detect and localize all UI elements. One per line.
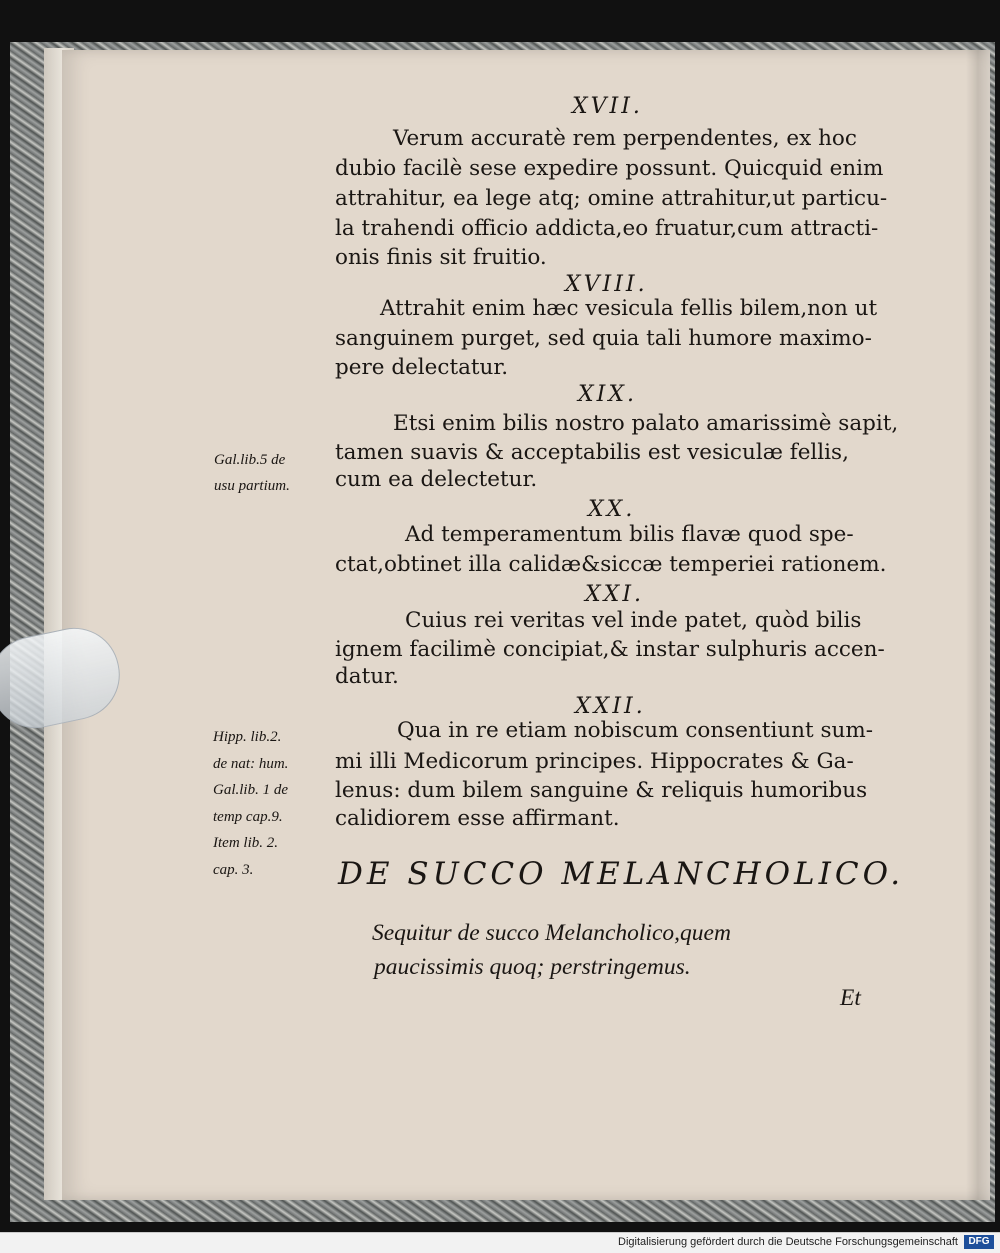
section-heading-17: XVII. (572, 94, 643, 119)
text-line: calidiorem esse affirmant. (335, 806, 620, 831)
text-line: attrahitur, ea lege atq; omine attrahitur,ut particu- (335, 186, 888, 211)
text-line: tamen suavis & acceptabilis est vesiculæ fellis, (335, 440, 849, 465)
catchword: Et (840, 985, 861, 1011)
subtitle-line: Sequitur de succo Melancholico,quem (372, 920, 731, 946)
text-line: Verum accuratè rem perpendentes, ex hoc (393, 126, 857, 151)
text-line: dubio facilè sese expedire possunt. Quicquid enim (335, 156, 884, 181)
dfg-logo: DFG (964, 1235, 994, 1249)
text-line: lenus: dum bilem sanguine & reliquis humoribus (335, 778, 868, 803)
text-line: Cuius rei veritas vel inde patet, quòd bilis (405, 608, 862, 633)
section-heading-20: XX. (588, 497, 636, 522)
text-line: Qua in re etiam nobiscum consentiunt sum- (397, 718, 874, 743)
marginal-note-line: cap. 3. (213, 862, 254, 878)
section-heading-19: XIX. (578, 382, 638, 407)
text-line: ctat,obtinet illa calidæ&siccæ temperiei rationem. (335, 552, 887, 577)
text-line: Ad temperamentum bilis flavæ quod spe- (405, 522, 854, 547)
text-line: cum ea delectetur. (335, 467, 538, 492)
marginal-note-line: usu partium. (214, 478, 290, 494)
text-line: pere delectatur. (335, 355, 509, 380)
marginal-note-line: Gal.lib. 1 de (213, 782, 288, 798)
marginal-note-line: Gal.lib.5 de (214, 452, 286, 468)
marginal-note-line: Hipp. lib.2. (213, 729, 282, 745)
text-line: la trahendi officio addicta,eo fruatur,cum attracti- (335, 216, 879, 241)
marginal-note-line: temp cap.9. (213, 809, 283, 825)
text-line: Attrahit enim hæc vesicula fellis bilem,non ut (380, 296, 878, 321)
gutter-fold (966, 50, 990, 1200)
text-line: mi illi Medicorum principes. Hippocrates & Ga- (335, 749, 854, 774)
chapter-title: DE SUCCO MELANCHOLICO. (338, 856, 905, 892)
text-line: ignem facilimè concipiat,& instar sulphuris accen- (335, 637, 885, 662)
text-line: onis finis sit fruitio. (335, 245, 547, 270)
section-heading-22: XXII. (575, 694, 646, 719)
text-line: datur. (335, 664, 399, 689)
marginal-note-line: Item lib. 2. (213, 835, 278, 851)
text-line: sanguinem purget, sed quia tali humore maximo- (335, 326, 872, 351)
section-heading-18: XVIII. (565, 272, 648, 297)
text-line: Etsi enim bilis nostro palato amarissimè sapit, (393, 411, 899, 436)
subtitle-line: paucissimis quoq; perstringemus. (374, 954, 691, 980)
marginal-note-line: de nat: hum. (213, 756, 289, 772)
section-heading-21: XXI. (585, 582, 645, 607)
footer-credit: Digitalisierung gefördert durch die Deutsche Forschungsgemeinschaft (618, 1236, 958, 1248)
